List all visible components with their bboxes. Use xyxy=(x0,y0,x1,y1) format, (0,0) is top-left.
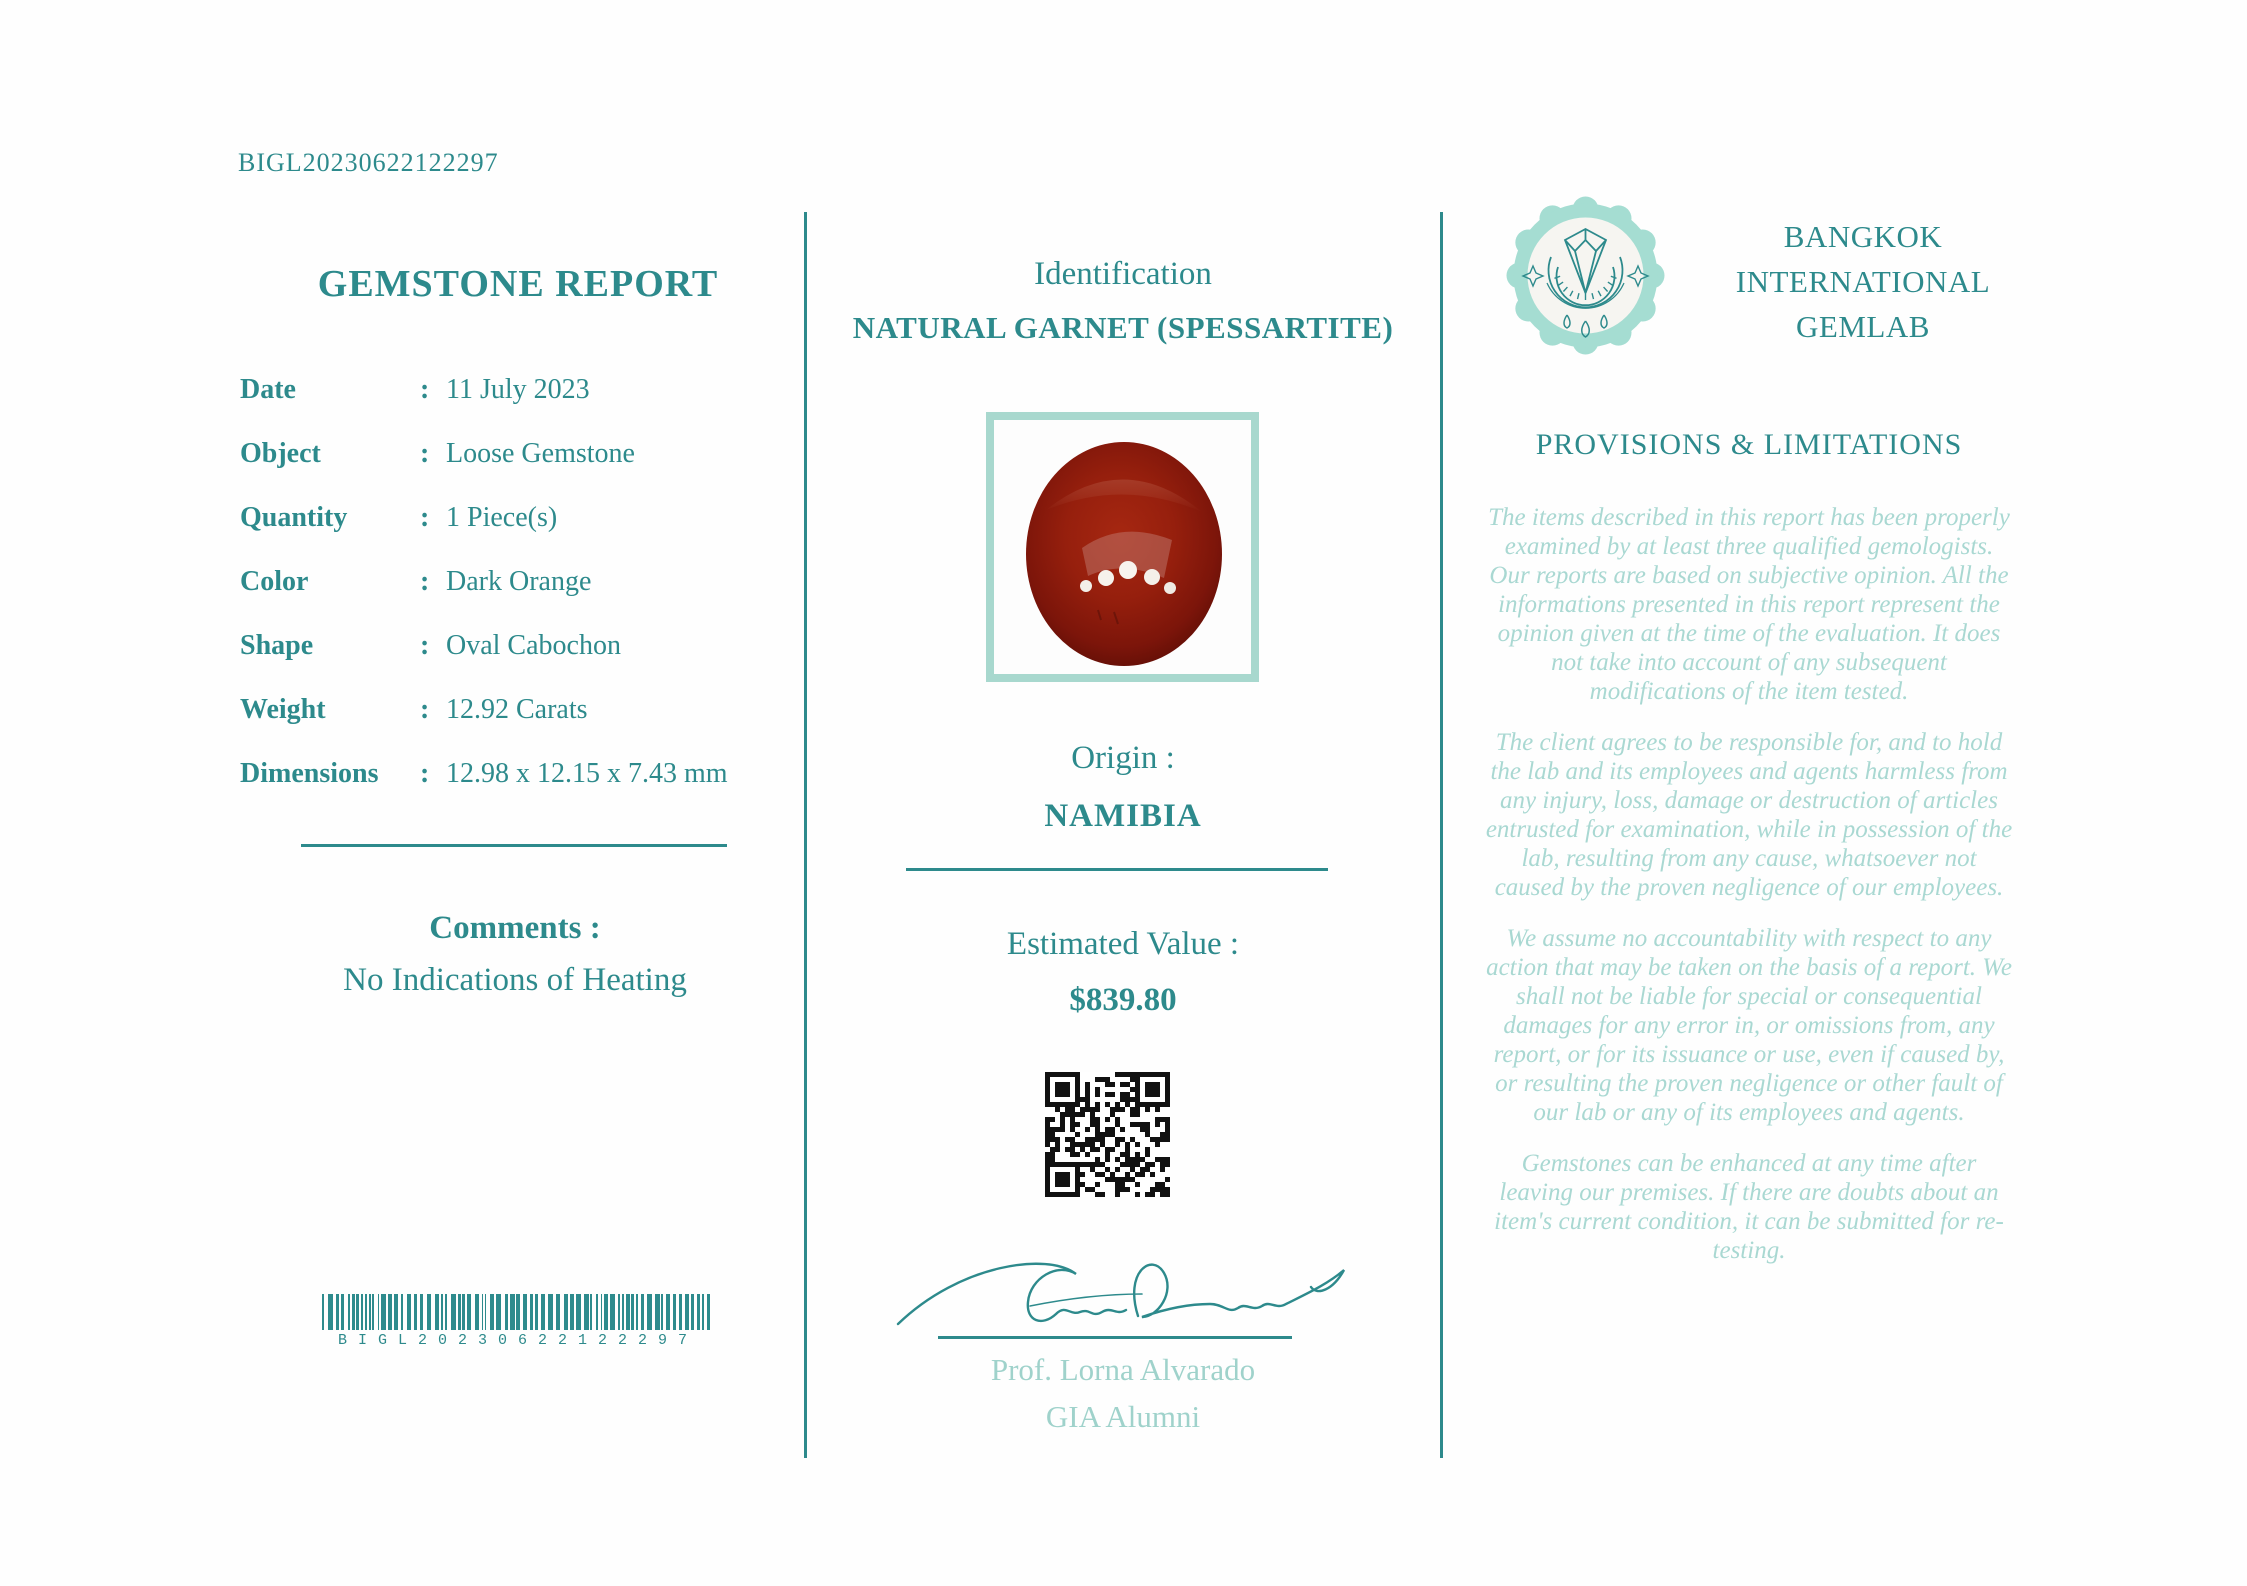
field-separator: : xyxy=(420,502,430,533)
field-label: Date xyxy=(240,374,296,405)
estimated-value-label: Estimated Value : xyxy=(1006,926,1240,962)
vertical-divider-left xyxy=(804,212,807,1458)
identification-result: NATURAL GARNET (SPESSARTITE) xyxy=(852,310,1394,345)
comments-value: No Indications of Heating xyxy=(343,962,687,998)
field-label: Object xyxy=(240,438,321,469)
field-value: Oval Cabochon xyxy=(446,630,621,661)
field-label: Shape xyxy=(240,630,314,661)
provision-paragraph: Gemstones can be enhanced at any time after leaving our premises. If there are doubts about an item's current condition, it can be submitted for re-testing. xyxy=(1494,1150,2004,1264)
gem-photo-frame xyxy=(986,412,1259,682)
lab-name xyxy=(1688,214,2038,349)
provision-paragraph: We assume no accountability with respect to any action that may be taken on the basis of a report. We shall not be liable for special or consequential damages for any error in, or omissions from, any report, or for its issuance or use, even if caused by, or resulting the proven negligence or other fault of our lab or any of its employees and agents. xyxy=(1486,925,2012,1126)
field-row-weight xyxy=(240,678,760,742)
field-value: Loose Gemstone xyxy=(446,438,635,469)
field-row-quantity xyxy=(240,486,760,550)
barcode-text: BIGL20230622122297 xyxy=(337,1332,699,1349)
field-row-shape xyxy=(240,614,760,678)
origin-label: Origin : xyxy=(1071,740,1175,776)
field-separator: : xyxy=(420,694,430,725)
report-number: BIGL20230622122297 xyxy=(238,148,499,177)
qr-code-icon xyxy=(1045,1072,1170,1197)
field-row-color xyxy=(240,550,760,614)
identification-heading: Identification xyxy=(1034,256,1212,292)
field-separator: : xyxy=(420,630,430,661)
report-fields xyxy=(240,358,760,806)
left-column-divider xyxy=(301,844,727,847)
field-value: 12.98 x 12.15 x 7.43 mm xyxy=(446,758,728,789)
field-row-date xyxy=(240,358,760,422)
provisions-paragraphs xyxy=(1484,503,2014,1287)
signature-underline xyxy=(938,1336,1292,1339)
field-row-dimensions xyxy=(240,742,760,806)
lab-name-line: BANGKOK xyxy=(1783,219,1943,254)
signature-icon xyxy=(880,1244,1360,1339)
origin-value: NAMIBIA xyxy=(1044,798,1202,834)
field-value: 11 July 2023 xyxy=(446,374,590,405)
signer-name: Prof. Lorna Alvarado xyxy=(990,1352,1256,1387)
field-label: Dimensions xyxy=(240,758,379,789)
barcode-icon xyxy=(322,1294,714,1330)
field-separator: : xyxy=(420,566,430,597)
vertical-divider-right xyxy=(1440,212,1443,1458)
field-separator: : xyxy=(420,758,430,789)
field-value: Dark Orange xyxy=(446,566,592,597)
comments-label: Comments : xyxy=(429,910,601,946)
field-row-object xyxy=(240,422,760,486)
provision-paragraph: The items described in this report has been properly examined by at least three qualified gemologists. Our reports are based on subjective opinion. All the informations presented in this report represent the opinion given at the time of the evaluation. It does not take into account of any subsequent modifications of the item tested. xyxy=(1488,504,2010,705)
lab-logo-icon xyxy=(1503,193,1668,358)
report-title: GEMSTONE REPORT xyxy=(317,263,719,305)
field-value: 12.92 Carats xyxy=(446,694,588,725)
signer-title: GIA Alumni xyxy=(1045,1399,1201,1434)
gem-photo xyxy=(994,420,1251,674)
field-label: Color xyxy=(240,566,309,597)
provisions-heading: PROVISIONS & LIMITATIONS xyxy=(1535,428,1963,461)
field-label: Quantity xyxy=(240,502,348,533)
field-label: Weight xyxy=(240,694,326,725)
field-separator: : xyxy=(420,374,430,405)
lab-name-line: INTERNATIONAL xyxy=(1735,264,1991,299)
lab-name-line: GEMLAB xyxy=(1796,309,1930,344)
field-value: 1 Piece(s) xyxy=(446,502,558,533)
middle-column-divider xyxy=(906,868,1328,871)
field-separator: : xyxy=(420,438,430,469)
provision-paragraph: The client agrees to be responsible for, and to hold the lab and its employees and agents harmless from any injury, loss, damage or destruction of articles entrusted for examination, while in possession of the lab, resulting from any cause, whatsoever not caused by the proven negligence of our employees. xyxy=(1485,729,2013,901)
estimated-value-amount: $839.80 xyxy=(1069,982,1177,1018)
